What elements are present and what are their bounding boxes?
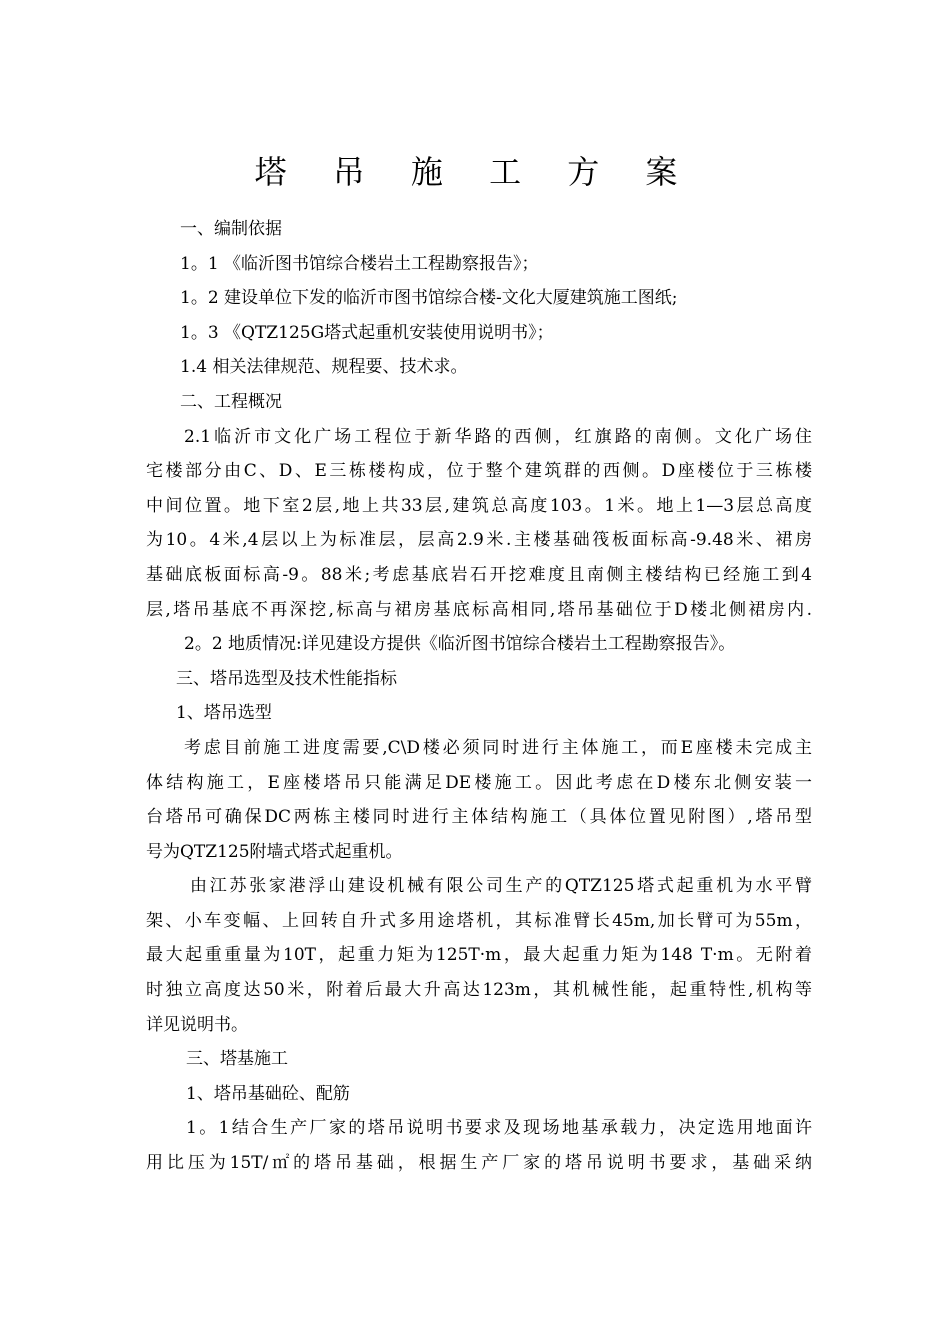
paragraph-line: 2。2 地质情况:详见建设方提供《临沂图书馆综合楼岩土工程勘察报告》。 bbox=[184, 634, 736, 655]
paragraph-line: 2.1临沂市文化广场工程位于新华路的西侧，红旗路的南侧。文化广场住 bbox=[184, 426, 812, 447]
paragraph-line: 号为QTZ125附墙式塔式起重机。 bbox=[146, 841, 403, 862]
subsection-heading: 1、塔吊选型 bbox=[176, 703, 272, 724]
paragraph-line: 详见说明书。 bbox=[146, 1014, 248, 1035]
section-heading: 二、工程概况 bbox=[180, 391, 282, 412]
paragraph-line: 为10。4米,4层以上为标准层，层高2.9米.主楼基础筏板面标高-9.48米、裙房 bbox=[146, 530, 812, 551]
section-heading: 三、塔基施工 bbox=[186, 1049, 288, 1070]
paragraph-line: 中间位置。地下室2层,地上共33层,建筑总高度103。1米。地上1—3层总高度 bbox=[146, 495, 812, 516]
list-item: 1。2 建设单位下发的临沂市图书馆综合楼-文化大厦建筑施工图纸; bbox=[180, 288, 678, 309]
subsection-heading: 1、塔吊基础砼、配筋 bbox=[186, 1083, 350, 1104]
paragraph-line: 架、小车变幅、上回转自升式多用途塔机，其标准臂长45m,加长臂可为55m， bbox=[146, 910, 812, 931]
document-body bbox=[146, 212, 812, 1181]
paragraph-line: 时独立高度达50米，附着后最大升高达123m，其机械性能，起重特性,机构等 bbox=[146, 980, 812, 1001]
paragraph-line: 台塔吊可确保DC两栋主楼同时进行主体结构施工（具体位置见附图）,塔吊型 bbox=[146, 807, 812, 828]
paragraph-line: 基础底板面标高-9。88米;考虑基底岩石开挖难度且南侧主楼结构已经施工到4 bbox=[146, 564, 812, 585]
section-heading: 一、编制依据 bbox=[180, 219, 282, 239]
section-heading: 三、塔吊选型及技术性能指标 bbox=[176, 668, 397, 689]
paragraph-line: 最大起重重量为10T，起重力矩为125T·m，最大起重力矩为148 T·m。无附着 bbox=[146, 945, 812, 966]
paragraph-line: 由江苏张家港浮山建设机械有限公司生产的QTZ125塔式起重机为水平臂 bbox=[190, 876, 812, 897]
list-item: 1。1 《临沂图书馆综合楼岩土工程勘察报告》； bbox=[180, 253, 539, 274]
paragraph-line: 1。1结合生产厂家的塔吊说明书要求及现场地基承载力，决定选用地面许 bbox=[186, 1118, 812, 1139]
paragraph-line: 用比压为15T/㎡的塔吊基础，根据生产厂家的塔吊说明书要求，基础采纳 bbox=[146, 1153, 812, 1174]
list-item: 1。3 《QTZ125G塔式起重机安装使用说明书》； bbox=[180, 322, 554, 343]
paragraph-line: 宅楼部分由C、D、E三栋楼构成，位于整个建筑群的西侧。D座楼位于三栋楼 bbox=[146, 461, 812, 482]
paragraph-line: 层,塔吊基底不再深挖,标高与裙房基底标高相同,塔吊基础位于D楼北侧裙房内. bbox=[146, 599, 812, 620]
list-item: 1.4 相关法律规范、规程要、技术求。 bbox=[180, 357, 468, 378]
paragraph-line: 体结构施工，E座楼塔吊只能满足DE楼施工。因此考虑在D楼东北侧安装一 bbox=[146, 772, 812, 793]
paragraph-line: 考虑目前施工进度需要,C\D楼必须同时进行主体施工，而E座楼未完成主 bbox=[184, 737, 812, 758]
document-title: 塔 吊 施 工 方 案 bbox=[254, 153, 696, 191]
